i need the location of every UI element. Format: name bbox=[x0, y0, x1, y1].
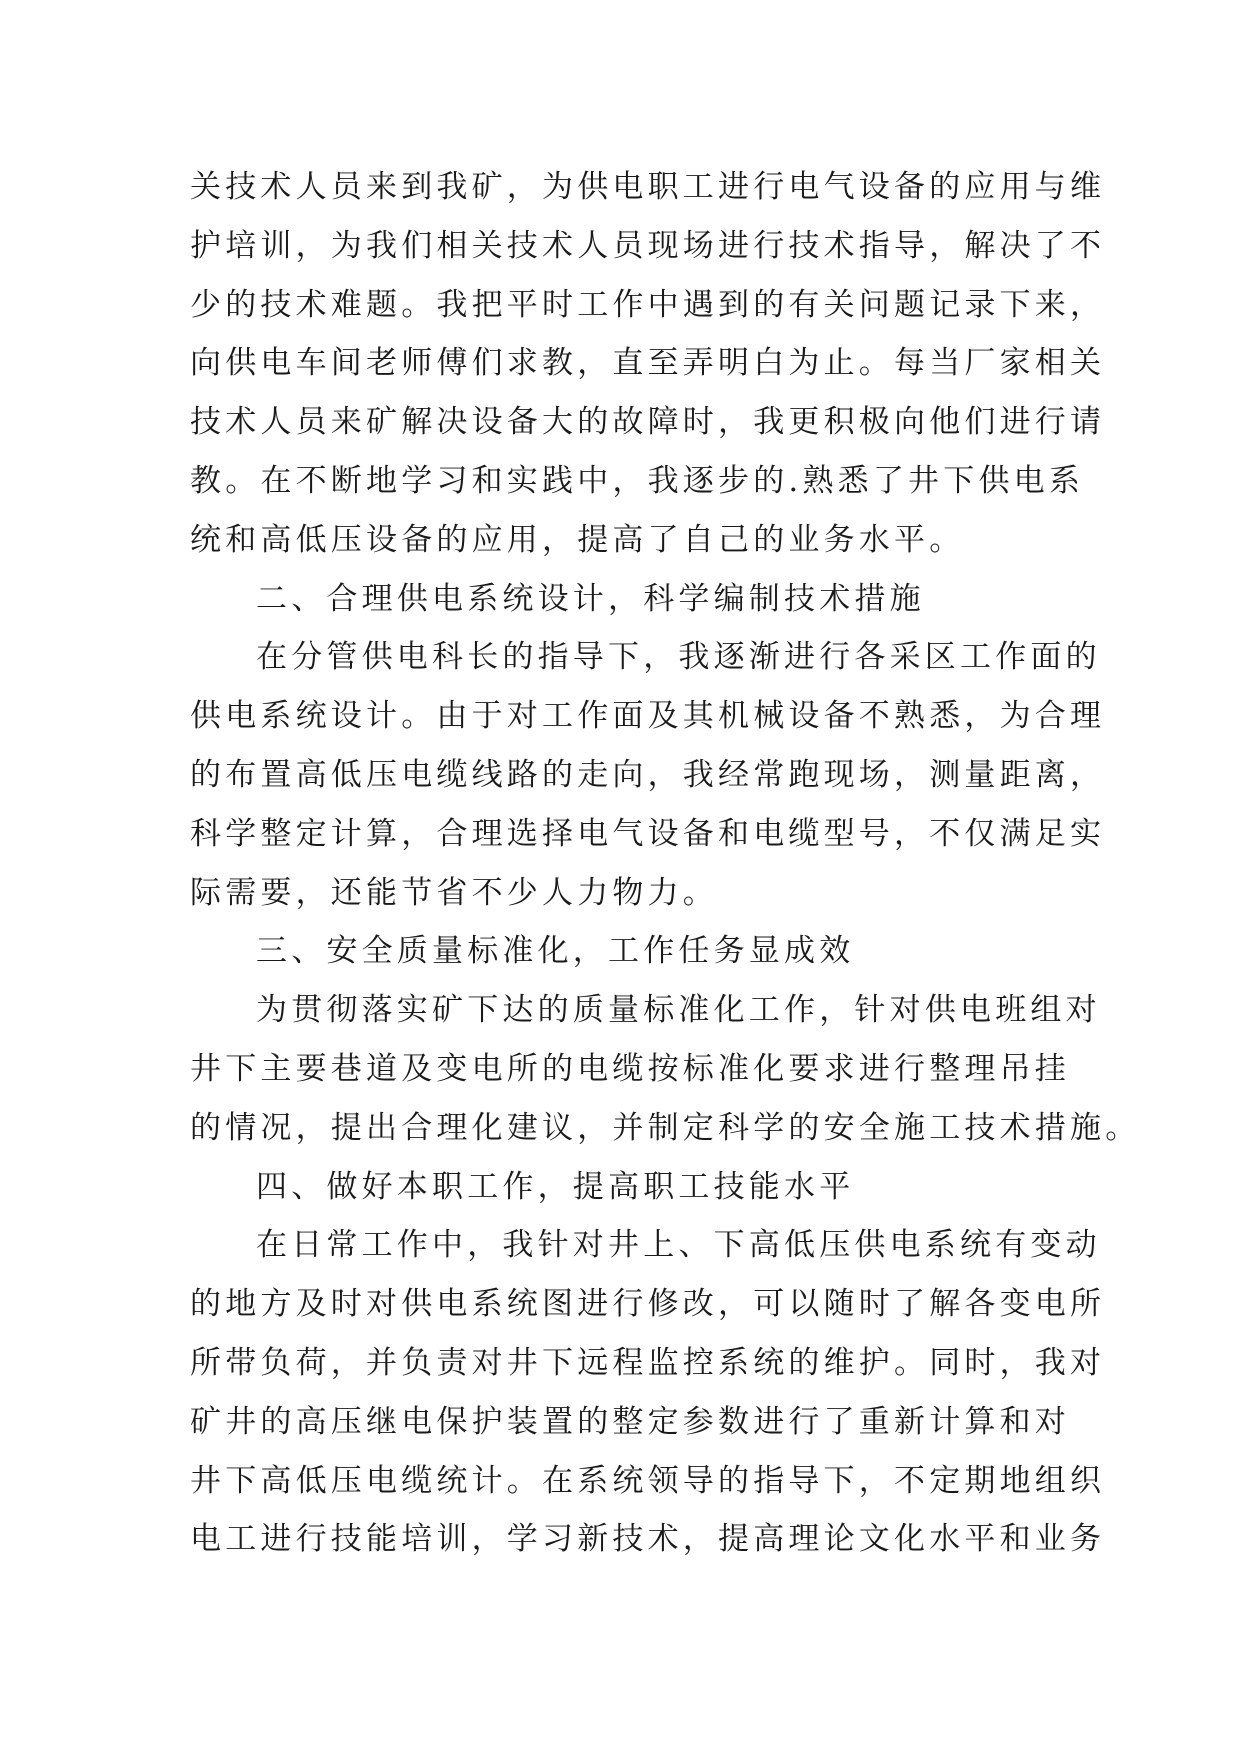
paragraph-start-line: 为贯彻落实矿下达的质量标准化工作，针对供电班组对 bbox=[256, 992, 1101, 1029]
text-line: 矿井的高压继电保护装置的整定参数进行了重新计算和对 bbox=[190, 1403, 1070, 1440]
text-line: 护培训，为我们相关技术人员现场进行技术指导，解决了不 bbox=[190, 227, 1106, 264]
text-line: 井下主要巷道及变电所的电缆按标准化要求进行整理吊挂 bbox=[190, 1050, 1070, 1087]
text-line: 井下高低压电缆统计。在系统领导的指导下，不定期地组织 bbox=[190, 1462, 1106, 1499]
text-line: 的布置高低压电缆线路的走向，我经常跑现场，测量距离， bbox=[190, 756, 1106, 793]
text-line: 供电系统设计。由于对工作面及其机械设备不熟悉，为合理 bbox=[190, 698, 1106, 735]
text-line: 的地方及时对供电系统图进行修改，可以随时了解各变电所 bbox=[190, 1286, 1106, 1323]
text-line: 科学整定计算，合理选择电气设备和电缆型号，不仅满足实 bbox=[190, 815, 1106, 852]
text-line: 少的技术难题。我把平时工作中遇到的有关问题记录下来， bbox=[190, 286, 1106, 323]
text-line: 关技术人员来到我矿，为供电职工进行电气设备的应用与维 bbox=[190, 169, 1106, 205]
text-line: 际需要，还能节省不少人力物力。 bbox=[190, 874, 718, 911]
section-heading: 四、做好本职工作，提高职工技能水平 bbox=[256, 1168, 855, 1205]
text-line: 统和高低压设备的应用，提高了自己的业务水平。 bbox=[190, 521, 965, 558]
text-line: 教。在不断地学习和实践中，我逐步的.熟悉了井下供电系 bbox=[190, 462, 1085, 499]
text-line: 所带负荷，并负责对井下远程监控系统的维护。同时，我对 bbox=[190, 1344, 1106, 1381]
text-line: 技术人员来矿解决设备大的故障时，我更积极向他们进行请 bbox=[190, 404, 1106, 441]
text-line: 向供电车间老师傅们求教，直至弄明白为止。每当厂家相关 bbox=[190, 345, 1106, 382]
text-line: 的情况，提出合理化建议，并制定科学的安全施工技术措施。 bbox=[190, 1109, 1141, 1146]
paragraph-start-line: 在分管供电科长的指导下，我逐渐进行各采区工作面的 bbox=[256, 639, 1101, 676]
text-line: 电工进行技能培训，学习新技术，提高理论文化水平和业务 bbox=[190, 1521, 1106, 1558]
paragraph-start-line: 在日常工作中，我针对井上、下高低压供电系统有变动 bbox=[256, 1227, 1101, 1264]
document-body bbox=[190, 158, 1141, 1569]
section-heading: 三、安全质量标准化，工作任务显成效 bbox=[256, 933, 855, 970]
section-heading: 二、合理供电系统设计，科学编制技术措施 bbox=[256, 580, 925, 617]
